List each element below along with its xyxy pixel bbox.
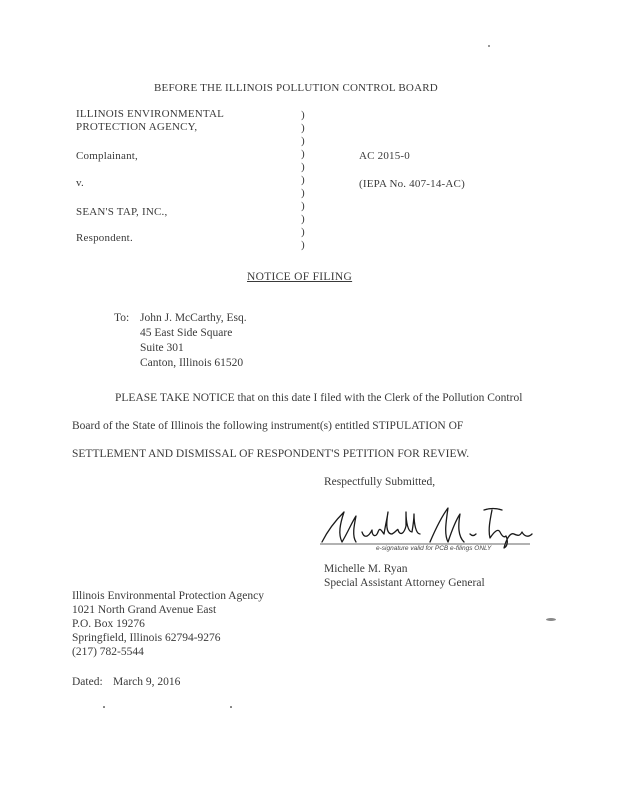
scan-speck — [546, 618, 556, 621]
dated-label: Dated: — [72, 676, 103, 688]
caption-parenthesis: ) — [301, 122, 305, 134]
signature-note: e-signature valid for PCB e-filings ONLY — [376, 545, 492, 552]
agency-address-line: Springfield, Illinois 62794-9276 — [72, 632, 221, 644]
caption-parenthesis: ) — [301, 200, 305, 212]
closing: Respectfully Submitted, — [324, 476, 436, 488]
body-line: SETTLEMENT AND DISMISSAL OF RESPONDENT'S PETITION FOR REVIEW. — [72, 448, 470, 460]
complainant-name-line1: ILLINOIS ENVIRONMENTAL — [76, 108, 225, 120]
agency-address-line: P.O. Box 19276 — [72, 618, 145, 630]
to-label: To: — [114, 312, 130, 324]
respondent-role: Respondent. — [76, 232, 133, 244]
agency-address-line: Illinois Environmental Protection Agency — [72, 590, 264, 602]
complainant-role: Complainant, — [76, 150, 138, 162]
signature-image — [318, 502, 558, 550]
case-number: AC 2015-0 — [359, 150, 410, 162]
dated-value: March 9, 2016 — [113, 676, 181, 688]
versus-label: v. — [76, 177, 84, 189]
page-heading: BEFORE THE ILLINOIS POLLUTION CONTROL BOARD — [154, 82, 438, 94]
caption-parenthesis: ) — [301, 161, 305, 173]
body-line: Board of the State of Illinois the following instrument(s) entitled STIPULATION OF — [72, 420, 464, 432]
notice-title: NOTICE OF FILING — [247, 271, 353, 283]
caption-parenthesis: ) — [301, 226, 305, 238]
caption-parenthesis: ) — [301, 187, 305, 199]
body-line: PLEASE TAKE NOTICE that on this date I filed with the Clerk of the Pollution Control — [115, 392, 523, 404]
signer-title: Special Assistant Attorney General — [324, 577, 485, 589]
caption-parenthesis: ) — [301, 148, 305, 160]
caption-parenthesis: ) — [301, 109, 305, 121]
recipient-suite: Suite 301 — [140, 342, 184, 354]
signer-name: Michelle M. Ryan — [324, 563, 408, 575]
respondent-name: SEAN'S TAP, INC., — [76, 206, 168, 218]
recipient-street: 45 East Side Square — [140, 327, 233, 339]
caption-parenthesis: ) — [301, 239, 305, 251]
agency-address-line: (217) 782-5544 — [72, 646, 144, 658]
caption-parenthesis: ) — [301, 135, 305, 147]
iepa-number: (IEPA No. 407-14-AC) — [359, 178, 465, 190]
scan-speck — [103, 706, 105, 708]
recipient-city: Canton, Illinois 61520 — [140, 357, 244, 369]
caption-parenthesis: ) — [301, 174, 305, 186]
scan-speck — [488, 45, 490, 47]
agency-address-line: 1021 North Grand Avenue East — [72, 604, 217, 616]
caption-parenthesis: ) — [301, 213, 305, 225]
recipient-name: John J. McCarthy, Esq. — [140, 312, 247, 324]
scan-speck — [230, 706, 232, 708]
complainant-name-line2: PROTECTION AGENCY, — [76, 121, 198, 133]
